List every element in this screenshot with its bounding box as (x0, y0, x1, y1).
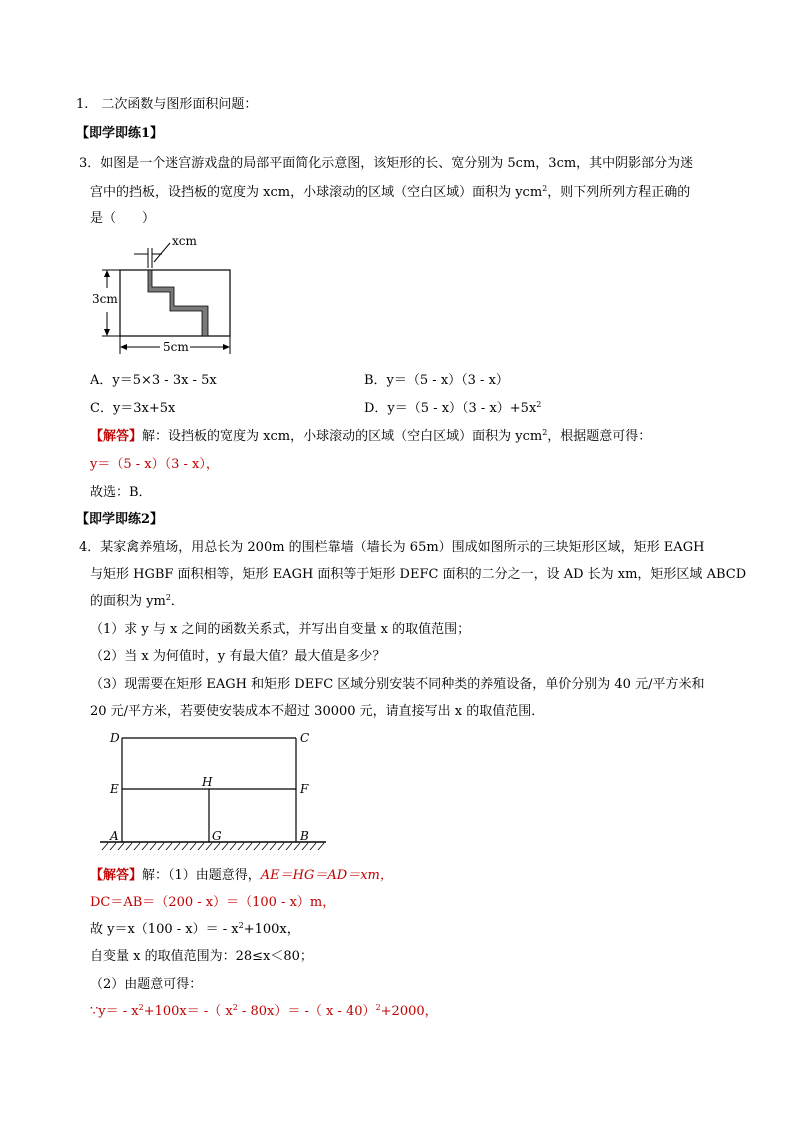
q4-sub3-line1: （3）现需要在矩形 EAGH 和矩形 DEFC 区域分别安装不同种类的养殖设备，单价分别为 40 元/平方米和 (90, 677, 705, 692)
q4-line3: 的面积为 $ym^2$． (90, 593, 184, 609)
option-b: B．y＝（5 - x）（3 - x） (364, 373, 509, 388)
q3-line2: 宫中的挡板，设挡板的宽度为 xcm，小球滚动的区域（空白区域）面积为 ycm$^2$，则下列所列方程正确的 (90, 184, 691, 200)
answer2-line3: 故 $y=x(100 - x)= - x^2+100x$， (90, 921, 300, 937)
label-C: C (300, 731, 310, 745)
q4-line1: 4．某家禽养殖场，用总长为 200m 的围栏靠墙（墙长为 65m）围成如图所示的三块矩形区域，矩形 EAGH (79, 540, 705, 555)
label-D: D (110, 731, 120, 745)
answer2-line6: ∵y＝ - $x^2+100x=$ -（ $x^2 - 80x)=$ -（ x - 40）$^2$+2000， (90, 1003, 438, 1019)
fig-3cm-label: 3cm (92, 292, 118, 306)
practice2-label: 【即学即练2】 (76, 512, 164, 527)
q4-sub2: （2）当 x 为何值时，y 有最大值？最大值是多少？ (90, 649, 386, 664)
fig-5cm-label: 5cm (163, 340, 189, 354)
maze-figure (90, 232, 250, 357)
label-A: A (110, 829, 119, 843)
q3-line1: 3．如图是一个迷宫游戏盘的局部平面简化示意图，该矩形的长、宽分别为 5cm，3cm，其中阴影部分为迷 (79, 156, 694, 171)
option-d: D．$y=(5 - x)(3 - x)+5x^2$ (364, 400, 542, 416)
q4-sub3-line2: 20 元/平方米，若要使安装成本不超过 30000 元，请直接写出 x 的取值范围． (90, 704, 545, 719)
answer1-line3: 故选：B． (90, 485, 152, 500)
section-title: 1. 二次函数与图形面积问题： (76, 97, 258, 112)
answer1-line1: 【解答】解：设挡板的宽度为 xcm，小球滚动的区域（空白区域）面积为 ycm$^2$，根据题意可得： (90, 428, 652, 444)
label-F: F (300, 782, 309, 796)
option-c: C．y＝3x+5x (90, 401, 176, 416)
farm-figure (100, 728, 350, 852)
label-H: H (202, 775, 213, 789)
practice1-label: 【即学即练1】 (76, 126, 164, 141)
answer2-line4: 自变量 x 的取值范围为：28≤x＜80； (90, 949, 313, 964)
q4-sub1: （1）求 y 与 x 之间的函数关系式，并写出自变量 x 的取值范围； (90, 622, 471, 637)
answer1-line2: y＝（5 - x）（3 - x）， (90, 457, 219, 472)
label-E: E (110, 782, 119, 796)
fig-xcm-label: xcm (172, 234, 197, 248)
q3-line3: 是（ ） (90, 211, 156, 226)
option-a: A．y＝5×3 - 3x - 5x (90, 373, 217, 388)
q4-line2: 与矩形 HGBF 面积相等，矩形 EAGH 面积等于矩形 DEFC 面积的二分之一，设 AD 长为 xm，矩形区域 ABCD (90, 567, 747, 582)
answer2-line2: DC＝AB＝（200 - x）＝（100 - x）m， (90, 895, 336, 910)
label-B: B (300, 829, 309, 843)
answer2-line1: 【解答】解：（1）由题意得，AE＝HG＝AD＝xm， (90, 868, 393, 883)
answer2-line5: （2）由题意可得： (90, 977, 203, 992)
label-G: G (212, 829, 222, 843)
